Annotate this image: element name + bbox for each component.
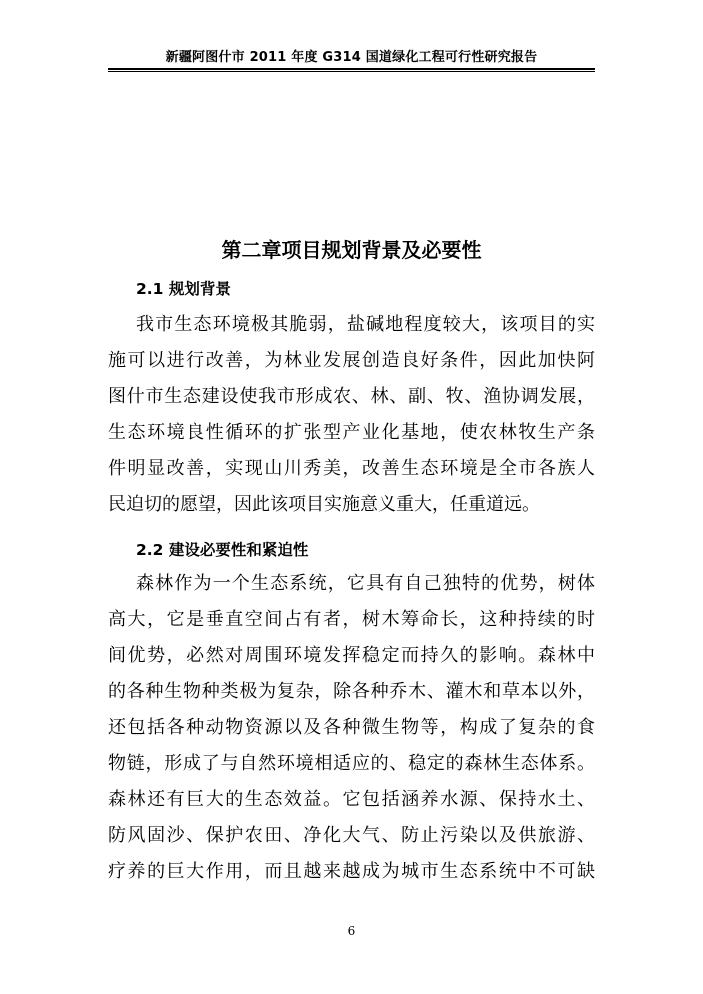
header-title: 新疆阿图什市 2011 年度 G314 国道绿化工程可行性研究报告 [165, 50, 538, 65]
body-line: 还包括各种动物资源以及各种微生物等，构成了复杂的食 [108, 717, 595, 738]
body-line: 物链，形成了与自然环境相适应的、稳定的森林生态体系。 [108, 753, 595, 774]
body-line: 件明显改善，实现山川秀美，改善生态环境是全市各族人 [108, 458, 595, 479]
body-line: 间优势，必然对周围环境发挥稳定而持久的影响。森林中 [108, 645, 595, 666]
body-line: 民迫切的愿望，因此该项目实施意义重大，任重道远。 [108, 494, 540, 515]
body-line: 施可以进行改善，为林业发展创造良好条件，因此加快阿 [108, 350, 595, 371]
body-line: 图什市生态建设使我市形成农、林、副、牧、渔协调发展， [108, 386, 595, 407]
body-line: 的各种生物种类极为复杂，除各种乔木、灌木和草本以外， [108, 681, 595, 702]
section-heading: 2.1 规划背景 [136, 280, 231, 298]
header-rule-thin [108, 71, 595, 72]
body-line: 生态环境良性循环的扩张型产业化基地，使农林牧生产条 [108, 422, 595, 443]
body-line: 我市生态环境极其脆弱，盐碱地程度较大，该项目的实 [136, 314, 595, 335]
body-line: 高大，它是垂直空间占有者，树木筹命长，这种持续的时 [108, 609, 595, 630]
chapter-title: 第二章项目规划背景及必要性 [221, 238, 482, 262]
body-line: 防风固沙、保护农田、净化大气、防止污染以及供旅游、 [108, 825, 595, 846]
page-number: 6 [347, 924, 356, 938]
body-line: 森林还有巨大的生态效益。它包括涵养水源、保持水土、 [108, 789, 595, 810]
body-line: 森林作为一个生态系统，它具有自己独特的优势，树体 [136, 573, 595, 594]
header-rule-thick [108, 68, 595, 70]
body-line: 疗养的巨大作用，而且越来越成为城市生态系统中不可缺 [108, 861, 595, 882]
section-heading: 2.2 建设必要性和紧迫性 [136, 541, 309, 559]
